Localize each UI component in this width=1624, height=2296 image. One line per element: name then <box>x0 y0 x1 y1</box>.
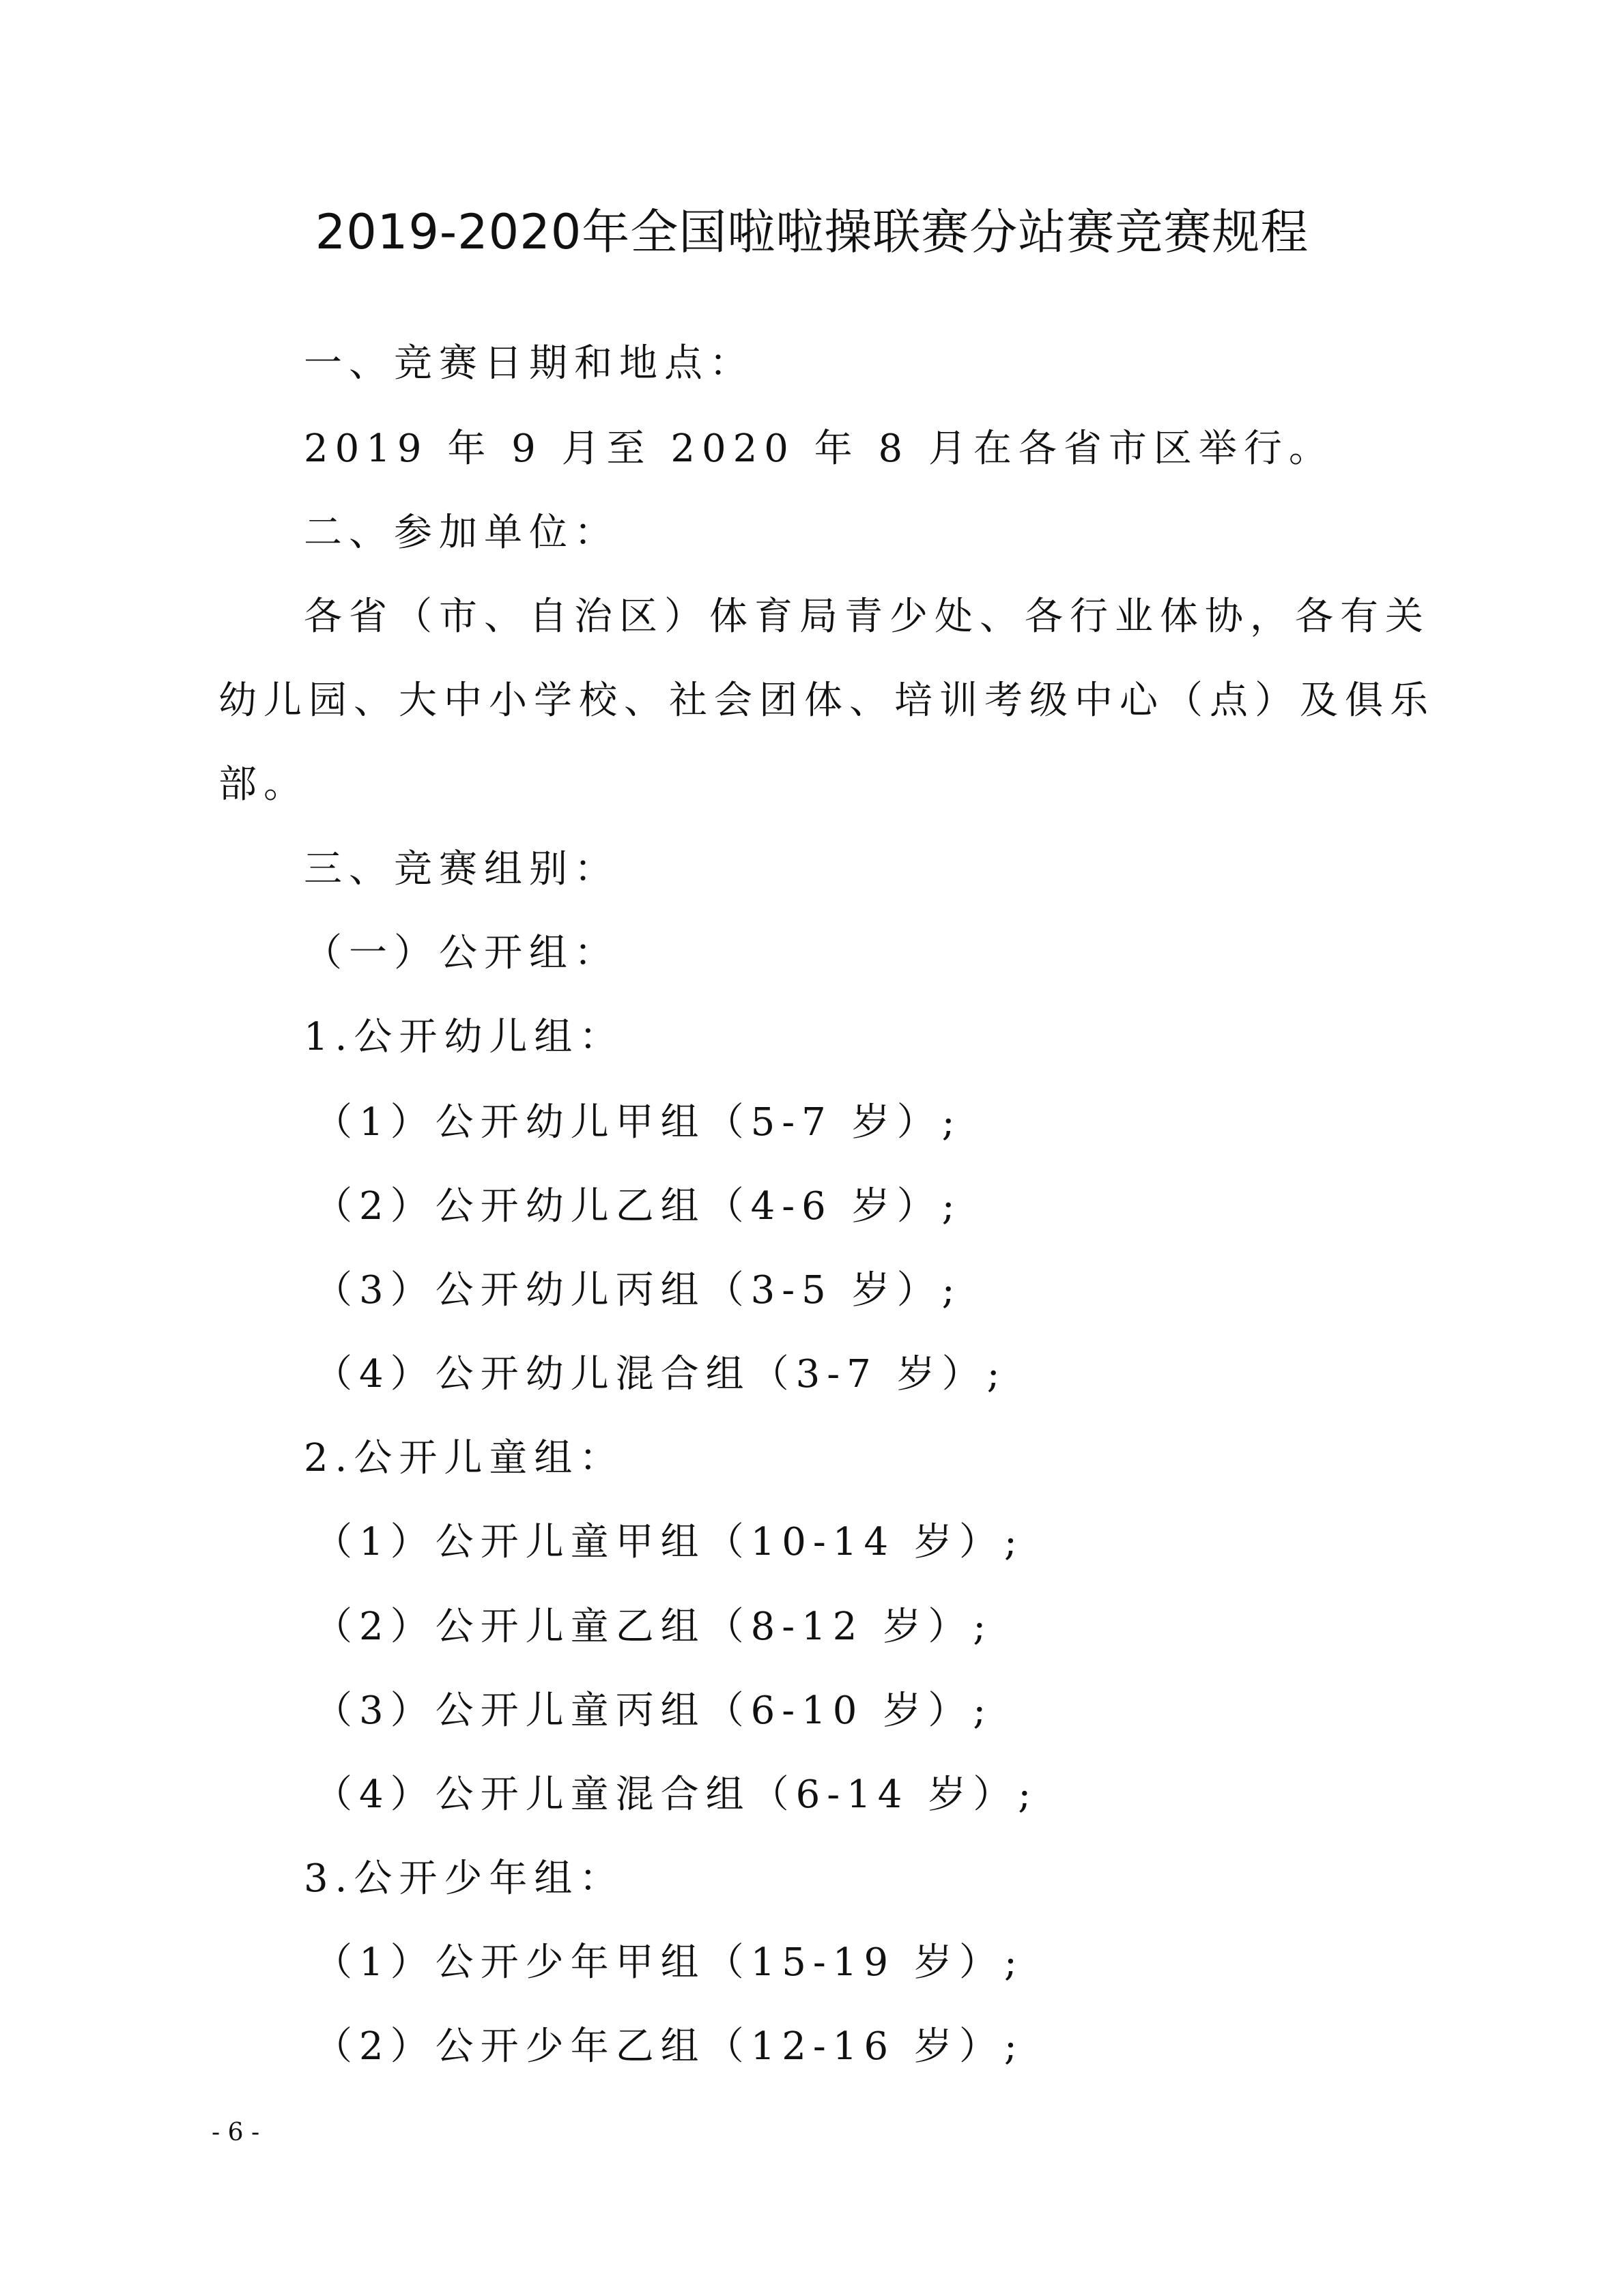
list-item: （2）公开儿童乙组（8-12 岁）; <box>314 1605 993 1649</box>
section-text-dates: 2019 年 9 月至 2020 年 8 月在各省市区举行。 <box>304 427 1334 471</box>
section-text-units-line1: 各省（市、自治区）体育局青少处、各行业体协，各有关 <box>304 594 1430 639</box>
section-text-units-line3: 部。 <box>218 762 309 807</box>
list-item: （1）公开儿童甲组（10-14 岁）; <box>314 1520 1024 1564</box>
document-title: 2019-2020年全国啦啦操联赛分站赛竞赛规程 <box>315 204 1309 260</box>
list-item: （3）公开儿童丙组（6-10 岁）; <box>314 1689 993 1733</box>
section-text-units-line2: 幼儿园、大中小学校、社会团体、培训考级中心（点）及俱乐 <box>218 678 1435 723</box>
list-item: （2）公开幼儿乙组（4-6 岁）; <box>314 1184 962 1229</box>
list-item: （4）公开幼儿混合组（3-7 岁）; <box>314 1352 1007 1396</box>
list-item: （1）公开幼儿甲组（5-7 岁）; <box>314 1100 962 1145</box>
list-item: （1）公开少年甲组（15-19 岁）; <box>314 1940 1024 1985</box>
section-heading-dates: 一、竞赛日期和地点： <box>304 341 754 386</box>
page-number: - 6 - <box>212 2119 260 2147</box>
section-heading-groups: 三、竞赛组别： <box>304 847 619 891</box>
list-item: （3）公开幼儿丙组（3-5 岁）; <box>314 1268 962 1312</box>
open-group-heading: （一）公开组： <box>304 931 619 975</box>
group-title-juniors: 3.公开少年组： <box>304 1856 625 1901</box>
group-title-children: 2.公开儿童组： <box>304 1436 625 1480</box>
list-item: （2）公开少年乙组（12-16 岁）; <box>314 2024 1024 2069</box>
list-item: （4）公开儿童混合组（6-14 岁）; <box>314 1773 1038 1817</box>
section-heading-units: 二、参加单位： <box>304 511 619 555</box>
group-title-kindergarten: 1.公开幼儿组： <box>304 1015 625 1059</box>
